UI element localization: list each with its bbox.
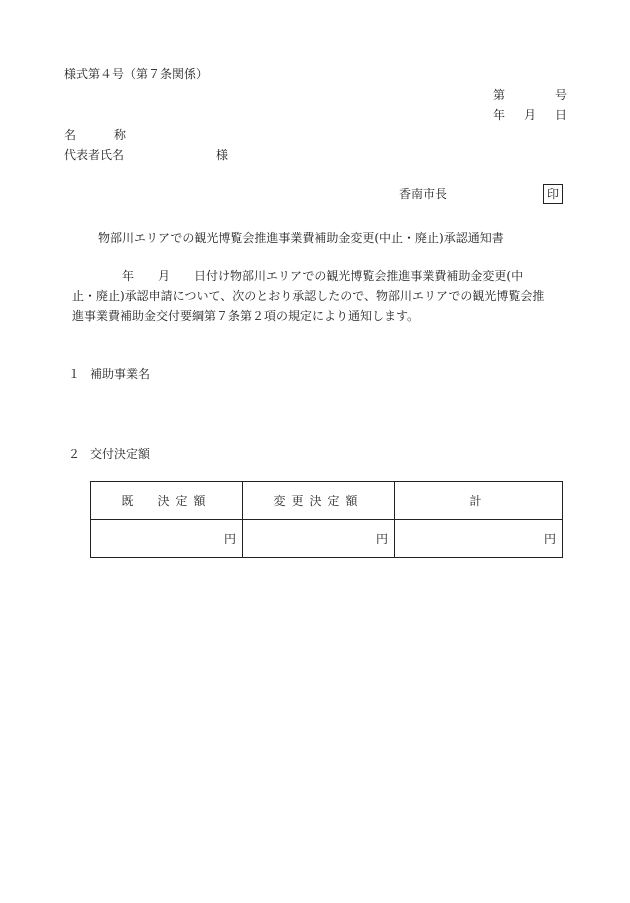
date-month-label: 月 bbox=[523, 108, 536, 122]
grant-amount-table bbox=[90, 481, 563, 558]
section-label: 交付決定額 bbox=[90, 447, 151, 461]
total-amount-cell: 円 bbox=[395, 520, 563, 558]
honorific: 様 bbox=[216, 148, 229, 162]
previous-amount-cell: 円 bbox=[91, 520, 243, 558]
table-row bbox=[91, 520, 563, 558]
section-number: ２ bbox=[68, 447, 81, 461]
body-line-1-text: 日付け物部川エリアでの観光博覧会推進事業費補助金変更(中 bbox=[194, 269, 524, 283]
table-header-row bbox=[91, 482, 563, 520]
changed-amount-cell: 円 bbox=[243, 520, 395, 558]
body-line-3: 進事業費補助金交付要綱第７条第２項の規定により通知します。 bbox=[72, 309, 420, 323]
section-number: １ bbox=[68, 367, 81, 381]
body-year: 年 bbox=[122, 269, 135, 283]
issuer-mayor: 香南市長 bbox=[399, 187, 448, 201]
issue-date bbox=[493, 107, 567, 123]
section-label: 補助事業名 bbox=[90, 367, 151, 381]
name-label-char-2: 称 bbox=[114, 128, 127, 142]
header-changed-amount: 変更決定額 bbox=[243, 482, 395, 520]
notice-body bbox=[72, 266, 572, 326]
representative-label: 代表者氏名 bbox=[64, 148, 125, 162]
recipient-name-line bbox=[64, 127, 126, 143]
body-month: 月 bbox=[158, 269, 171, 283]
body-line-2: 止・廃止)承認申請について、次のとおり承認したので、物部川エリアでの観光博覧会推 bbox=[72, 289, 545, 303]
document-number-label: 第 bbox=[493, 88, 506, 102]
date-year-label: 年 bbox=[493, 108, 506, 122]
seal-stamp: 印 bbox=[543, 184, 563, 204]
section-grant-amount bbox=[68, 446, 150, 462]
header-previous-amount: 既 決定額 bbox=[91, 482, 243, 520]
name-label-char-1: 名 bbox=[64, 128, 77, 142]
header-total: 計 bbox=[395, 482, 563, 520]
form-number: 様式第４号（第７条関係） bbox=[64, 67, 209, 81]
document-title: 物部川エリアでの観光博覧会推進事業費補助金変更(中止・廃止)承認通知書 bbox=[98, 231, 504, 245]
section-project-name bbox=[68, 366, 150, 382]
representative-line bbox=[64, 147, 228, 163]
date-day-label: 日 bbox=[554, 108, 567, 122]
body-line-1 bbox=[72, 266, 572, 286]
document-number-suffix: 号 bbox=[555, 88, 568, 102]
